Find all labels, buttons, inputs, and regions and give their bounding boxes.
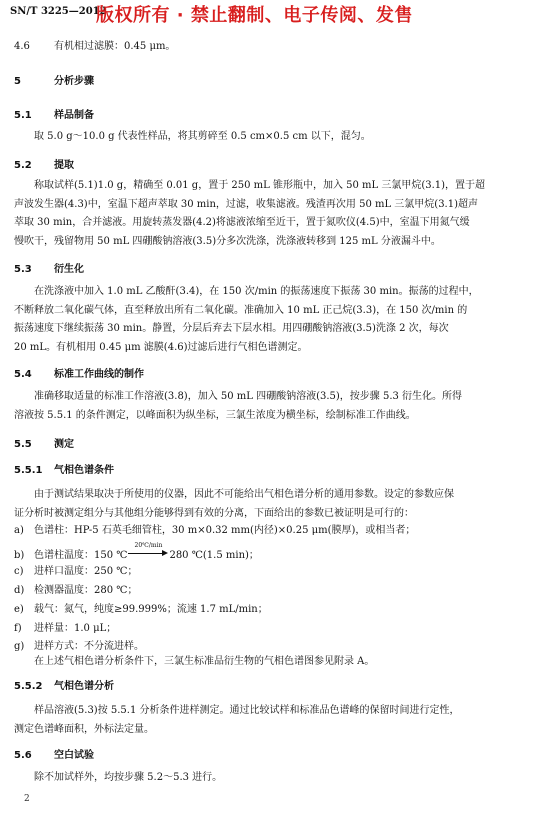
section-number: 5.3	[14, 264, 32, 275]
section-4-6	[14, 41, 175, 53]
section-5-3-heading	[14, 264, 84, 276]
condition-item-b	[14, 542, 259, 562]
condition-item-f	[14, 623, 116, 635]
section-number: 5.2	[14, 160, 32, 171]
body-line: 不断释放二氧化碳气体，直至释放出所有二氧化碳。准确加入 10 mL 正己烷(3.3)，在 150 次/min 的	[14, 304, 468, 316]
item-text-pre: 色谱柱温度：150 ℃	[34, 550, 128, 561]
section-number: 5.5	[14, 439, 32, 450]
condition-item-a	[14, 525, 415, 537]
section-title: 分析步骤	[54, 76, 94, 87]
section-title: 空白试验	[54, 750, 94, 761]
body-line: 测定色谱峰面积，外标法定量。	[14, 723, 154, 735]
section-5-1-body	[14, 128, 522, 147]
item-text: 检测器温度：280 ℃；	[34, 585, 138, 596]
section-title: 提取	[54, 160, 74, 171]
body-line: 除不加试样外，均按步骤 5.2～5.3 进行。	[34, 772, 223, 783]
body-line: 称取试样(5.1)1.0 g，精确至 0.01 g，置于 250 mL 锥形瓶中，加入 50 mL 三氯甲烷(3.1)，置于超	[34, 180, 486, 191]
section-5-4-body	[14, 388, 522, 425]
body-line: 声波发生器(4.3)中，室温下超声萃取 30 min，过滤，收集滤液。残渣再次用 50 mL 三氯甲烷(3.1)超声	[14, 198, 478, 210]
standard-number: SN/T 3225—2012	[10, 6, 107, 17]
page-number: 2	[24, 794, 30, 804]
arrow-head-icon	[162, 550, 168, 556]
section-title: 标准工作曲线的制作	[54, 369, 144, 380]
section-number: 5.1	[14, 110, 32, 121]
body-line: 溶液按 5.5.1 的条件测定，以峰面积为纵坐标，三氯生浓度为横坐标，绘制标准工作曲线。	[14, 409, 416, 421]
section-title: 测定	[54, 439, 74, 450]
item-text: 进样量：1.0 μL；	[34, 623, 117, 634]
item-label: a)	[14, 525, 24, 536]
section-title: 样品制备	[54, 110, 94, 121]
section-5-6-heading	[14, 750, 94, 762]
item-label: b)	[14, 550, 25, 561]
condition-item-e	[14, 604, 268, 616]
item-text: 载气：氮气，纯度≥99.999%；流速 1.7 mL/min；	[34, 604, 268, 615]
section-number: 5.6	[14, 750, 32, 761]
condition-item-g	[14, 641, 144, 653]
section-number: 5	[14, 76, 21, 87]
body-line: 准确移取适量的标准工作溶液(3.8)，加入 50 mL 四硼酸钠溶液(3.5)，按步骤 5.3 衍生化。所得	[34, 391, 463, 402]
section-5-2-heading	[14, 160, 74, 172]
section-5-heading	[14, 76, 94, 88]
section-5-5-1-note	[14, 653, 522, 672]
section-5-3-body	[14, 283, 522, 357]
section-number: 5.5.2	[14, 681, 43, 692]
section-title: 衍生化	[54, 264, 84, 275]
section-5-2-body	[14, 177, 522, 251]
section-5-6-body	[14, 769, 522, 788]
section-title: 气相色谱条件	[54, 465, 114, 476]
section-5-5-2-body	[14, 702, 522, 739]
body-line: 由于测试结果取决于所使用的仪器，因此不可能给出气相色谱分析的通用参数。设定的参数应保	[34, 489, 454, 500]
body-line: 在洗涤液中加入 1.0 mL 乙酸酐(3.4)，在 150 次/min 的振荡速度下振荡 30 min。振荡的过程中，	[34, 286, 479, 297]
section-title: 气相色谱分析	[54, 681, 114, 692]
body-line: 证分析时被测定组分与其他组分能够得到有效的分离，下面给出的参数已被证明是可行的：	[14, 507, 414, 519]
item-label: e)	[14, 604, 24, 615]
arrow-line	[128, 553, 166, 554]
item-label: c)	[14, 566, 24, 577]
item-label: f)	[14, 623, 22, 634]
body-line: 萃取 30 min，合并滤液。用旋转蒸发器(4.2)将滤液浓缩至近干，置于氮吹仪(4.5)中，室温下用氮气缓	[14, 217, 470, 228]
ramp-rate-label: 20℃/min	[134, 542, 163, 549]
section-5-5-1-heading	[14, 465, 114, 477]
item-text: 进样口温度：250 ℃；	[34, 566, 138, 577]
copyright-watermark: 版权所有 · 禁止翻制、电子传阅、发售	[96, 5, 413, 26]
body-line: 20 mL。有机相用 0.45 μm 滤膜(4.6)过滤后进行气相色谱测定。	[14, 341, 308, 353]
body-line: 振荡速度下继续振荡 30 min。静置，分层后弃去下层水相。用四硼酸钠溶液(3.5)洗涤 2 次，每次	[14, 323, 449, 334]
section-text: 有机相过滤膜：0.45 μm。	[54, 41, 176, 52]
body-line: 样品溶液(5.3)按 5.5.1 分析条件进样测定。通过比较试样和标准品色谱峰的保留时间进行定性，	[34, 705, 460, 716]
item-label: d)	[14, 585, 25, 596]
condition-item-d	[14, 585, 137, 597]
item-text: 进样方式：不分流进样。	[34, 641, 144, 652]
ramp-arrow	[128, 542, 168, 559]
body-line: 在上述气相色谱分析条件下，三氯生标准品衍生物的气相色谱图参见附录 A。	[34, 656, 375, 667]
section-5-5-heading	[14, 439, 74, 451]
section-5-5-2-heading	[14, 681, 114, 693]
body-line: 取 5.0 g～10.0 g 代表性样品，将其剪碎至 0.5 cm×0.5 cm 以下，混匀。	[34, 131, 371, 142]
section-number: 4.6	[14, 41, 30, 52]
item-text-post: 280 ℃(1.5 min)；	[169, 550, 259, 561]
section-5-5-1-body	[14, 486, 522, 523]
section-number: 5.4	[14, 369, 32, 380]
section-5-1-heading	[14, 110, 94, 122]
condition-item-c	[14, 566, 137, 578]
section-5-4-heading	[14, 369, 144, 381]
item-label: g)	[14, 641, 25, 652]
item-text: 色谱柱：HP-5 石英毛细管柱，30 m×0.32 mm(内径)×0.25 μm(膜厚)，或相当者；	[34, 525, 416, 536]
body-line: 慢吹干，残留物用 50 mL 四硼酸钠溶液(3.5)分多次洗涤，洗涤液转移到 125 mL 分液漏斗中。	[14, 235, 441, 247]
section-number: 5.5.1	[14, 465, 43, 476]
